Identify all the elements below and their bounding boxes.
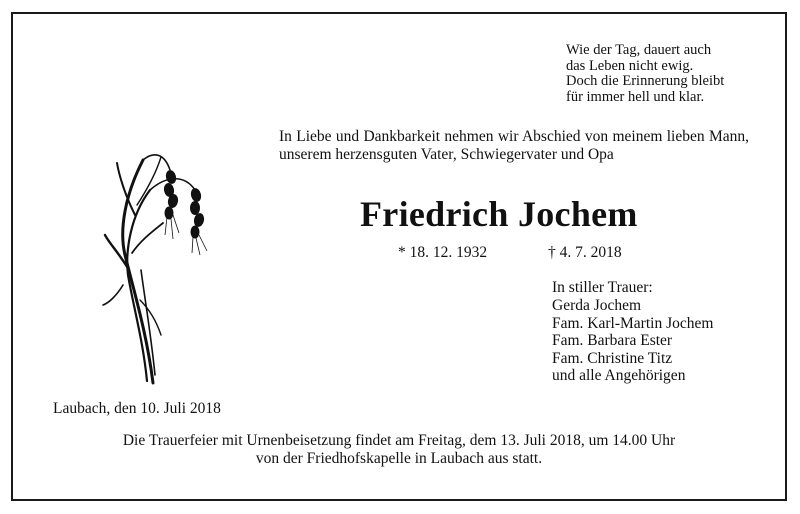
wheat-stalks-icon [95,135,215,385]
poem-line: für immer hell und klar. [566,88,705,105]
poem [566,43,776,105]
mourner: Fam. Christine Titz [552,349,673,367]
deceased-name: Friedrich Jochem [360,194,638,234]
mourners-list [552,297,713,385]
place-date: Laubach, den 10. Juli 2018 [53,400,221,417]
service-line: von der Friedhofskapelle in Laubach aus statt. [255,450,543,467]
service-line: Die Trauerfeier mit Urnenbeisetzung findet am Freitag, dem 13. Juli 2018, um 14.00 Uhr [122,432,676,449]
intro-text: In Liebe und Dankbarkeit nehmen wir Abschied von meinem lieben Mann, unserem herzensguten Vater, Schwiegervater und Opa [279,128,749,163]
mourner: Fam. Karl-Martin Jochem [552,314,714,332]
poem-line: das Leben nicht ewig. [566,57,694,74]
service-info [13,432,785,468]
mourner: Gerda Jochem [552,297,642,314]
mourning-heading: In stiller Trauer: [552,279,653,296]
birth-date: * 18. 12. 1932 [398,244,488,261]
mourner: Fam. Barbara Ester [552,332,673,349]
death-date: † 4. 7. 2018 [548,244,622,261]
poem-line: Doch die Erinnerung bleibt [566,73,725,89]
mourner: und alle Angehörigen [552,367,686,384]
poem-line: Wie der Tag, dauert auch [566,42,712,58]
